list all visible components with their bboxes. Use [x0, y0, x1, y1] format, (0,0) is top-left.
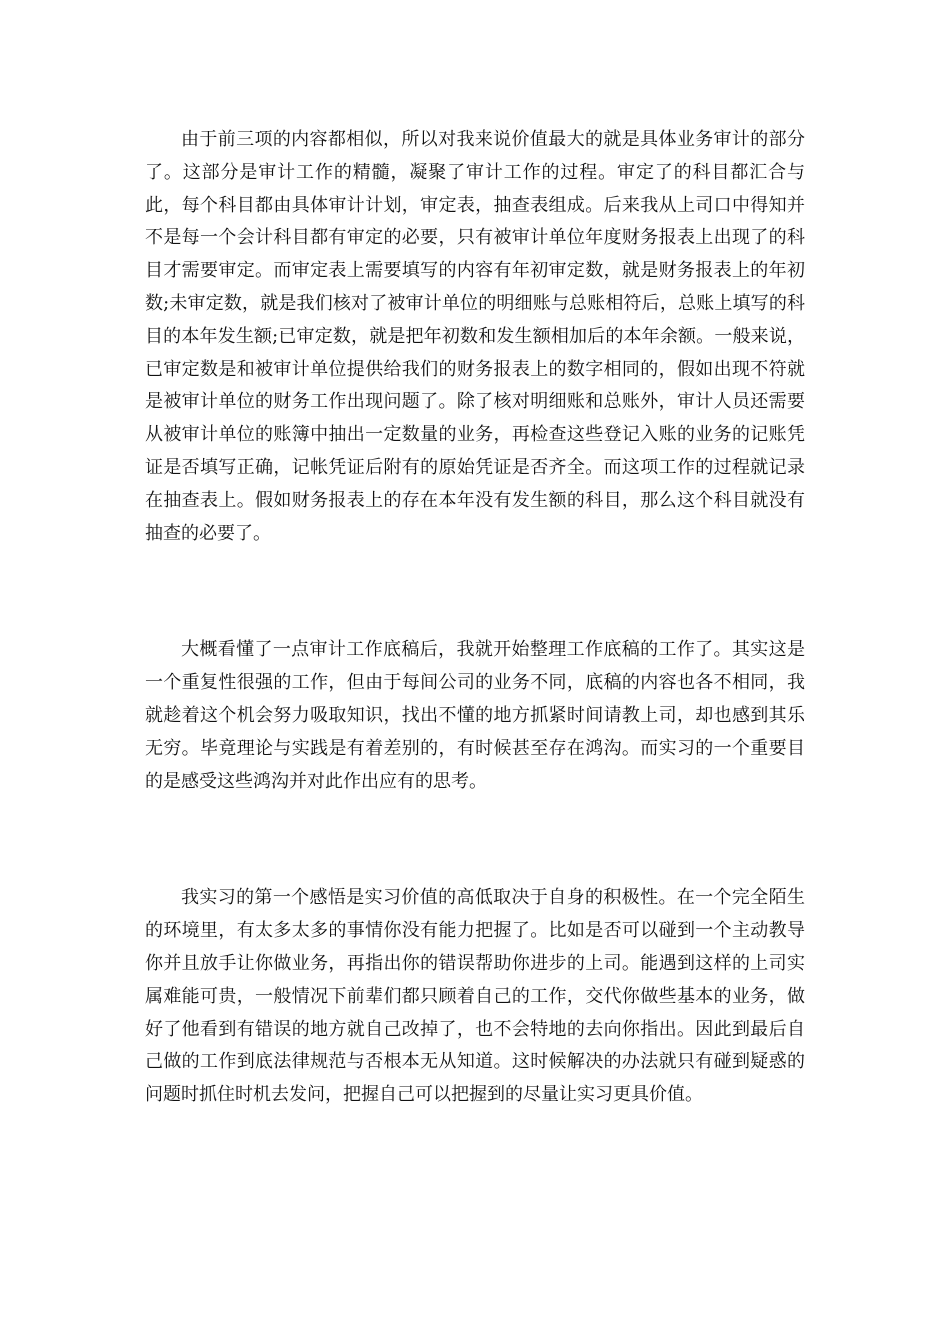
document-body — [145, 124, 805, 1112]
paragraph-audit-working-papers: 由于前三项的内容都相似，所以对我来说价值最大的就是具体业务审计的部分了。这部分是审计工作的精髓，凝聚了审计工作的过程。审定了的科目都汇合与此，每个科目都由具体审计计划，审定表，抽查表组成。后来我从上司口中得知并不是每一个会计科目都有审定的必要，只有被审计单位年度财务报表上出现了的科目才需要审定。而审定表上需要填写的内容有年初审定数，就是财务报表上的年初数;未审定数，就是我们核对了被审计单位的明细账与总账相符后，总账上填写的科目的本年发生额;已审定数，就是把年初数和发生额相加后的本年余额。一般来说，已审定数是和被审计单位提供给我们的财务报表上的数字相同的，假如出现不符就是被审计单位的财务工作出现问题了。除了核对明细账和总账外，审计人员还需要从被审计单位的账簿中抽出一定数量的业务，再检查这些登记入账的业务的记账凭证是否填写正确，记帐凭证后附有的原始凭证是否齐全。而这项工作的过程就记录在抽查表上。假如财务报表上的存在本年没有发生额的科目，那么这个科目就没有抽查的必要了。 — [145, 129, 805, 544]
paragraph-organizing-working-papers: 大概看懂了一点审计工作底稿后，我就开始整理工作底稿的工作了。其实这是一个重复性很强的工作，但由于每间公司的业务不同，底稿的内容也各不相同，我就趁着这个机会努力吸取知识，找出不懂的地方抓紧时间请教上司，却也感到其乐无穷。毕竟理论与实践是有着差别的，有时候甚至存在鸿沟。而实习的一个重要目的是感受这些鸿沟并对此作出应有的思考。 — [145, 639, 805, 792]
paragraph-internship-reflection: 我实习的第一个感悟是实习价值的高低取决于自身的积极性。在一个完全陌生的环境里，有太多太多的事情你没有能力把握了。比如是否可以碰到一个主动教导你并且放手让你做业务，再指出你的错误帮助你进步的上司。能遇到这样的上司实属难能可贵，一般情况下前辈们都只顾着自己的工作，交代你做些基本的业务，做好了他看到有错误的地方就自己改掉了，也不会特地的去向你指出。因此到最后自己做的工作到底法律规范与否根本无从知道。这时候解决的办法就只有碰到疑惑的问题时抓住时机去发问，把握自己可以把握到的尽量让实习更具价值。 — [145, 887, 805, 1106]
